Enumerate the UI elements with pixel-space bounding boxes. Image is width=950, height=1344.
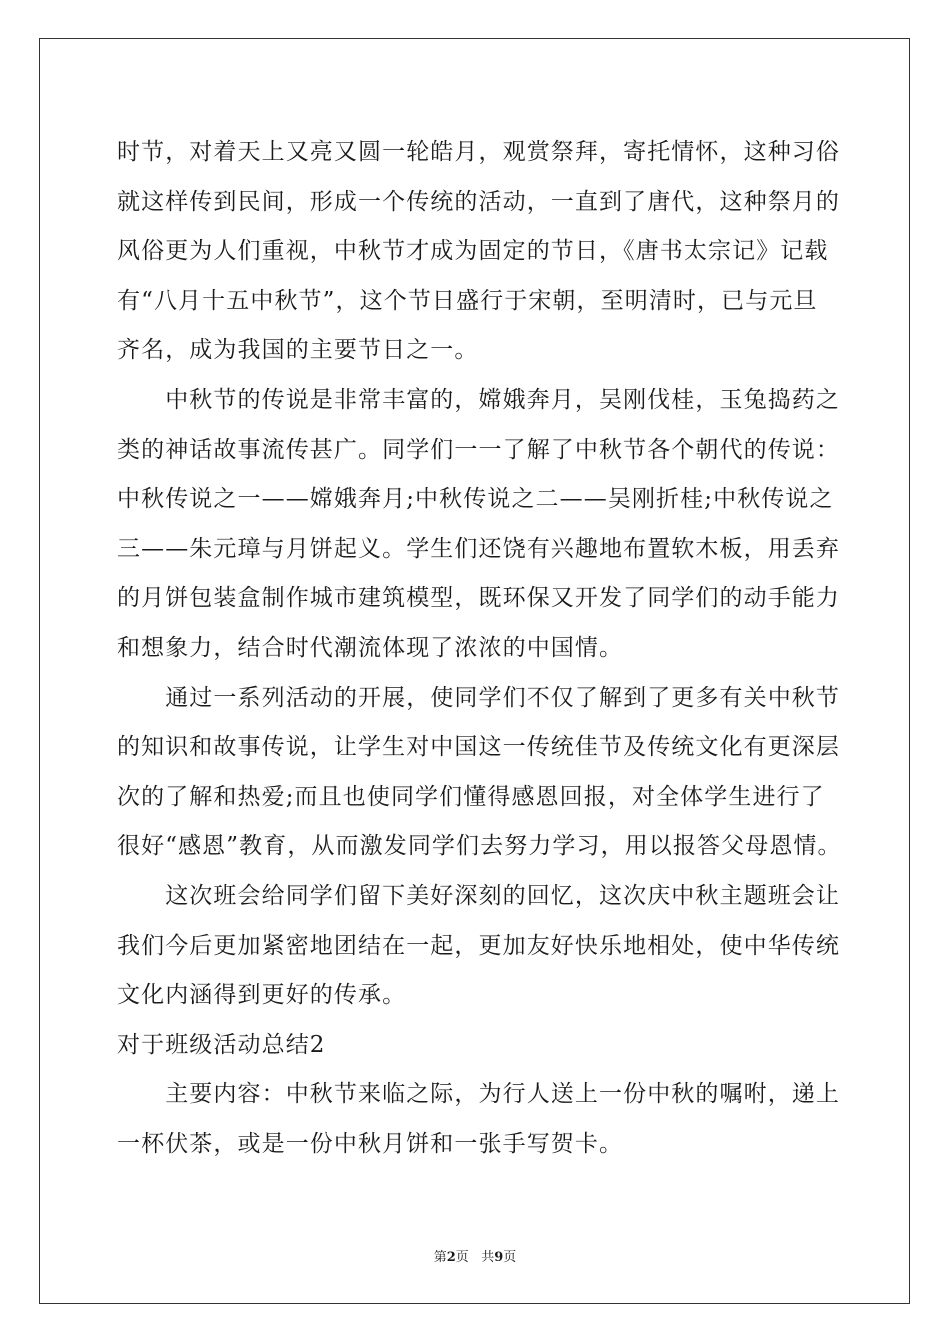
text-line: 次的了解和热爱;而且也使同学们懂得感恩回报，对全体学生进行了 <box>117 783 825 810</box>
text-line: 齐名，成为我国的主要节日之一。 <box>117 337 479 364</box>
total-suffix: 页 <box>503 1250 517 1265</box>
total-prefix: 共 <box>481 1250 495 1265</box>
text-line: 类的神话故事流传甚广。同学们一一了解了中秋节各个朝代的传说： <box>117 436 840 463</box>
text-line: 一杯伏茶，或是一份中秋月饼和一张手写贺卡。 <box>117 1130 624 1157</box>
section-heading: 对于班级活动总结2 <box>117 1031 326 1058</box>
text-line: 时节，对着天上又亮又圆一轮皓月，观赏祭拜，寄托情怀，这种习俗 <box>117 139 840 165</box>
text-line: 有“八月十五中秋节”，这个节日盛行于宋朝，至明清时，已与元旦 <box>117 287 818 314</box>
page-footer <box>0 1246 950 1265</box>
text-line: 文化内涵得到更好的传承。 <box>117 982 407 1009</box>
text-line: 就这样传到民间，形成一个传统的活动，一直到了唐代，这种祭月的 <box>117 188 840 215</box>
text-line: 这次班会给同学们留下美好深刻的回忆，这次庆中秋主题班会让 <box>117 882 840 909</box>
text-line: 风俗更为人们重视，中秋节才成为固定的节日，《唐书太宗记》记载 <box>117 238 829 265</box>
text-line: 中秋节的传说是非常丰富的，嫦娥奔月，吴刚伐桂，玉兔捣药之 <box>117 386 840 413</box>
page-prefix: 第 <box>433 1250 447 1265</box>
text-line: 通过一系列活动的开展，使同学们不仅了解到了更多有关中秋节 <box>117 684 840 711</box>
text-line: 中秋传说之一——嫦娥奔月;中秋传说之二——吴刚折桂;中秋传说之 <box>117 486 834 513</box>
text-line: 的知识和故事传说，让学生对中国这一传统佳节及传统文化有更深层 <box>117 734 840 761</box>
text-line: 我们今后更加紧密地团结在一起，更加友好快乐地相处，使中华传统 <box>117 932 840 959</box>
total-pages: 9 <box>494 1250 504 1265</box>
text-line: 主要内容：中秋节来临之际，为行人送上一份中秋的嘱咐，递上 <box>117 1081 840 1108</box>
text-line: 很好“感恩”教育，从而激发同学们去努力学习，用以报答父母恩情。 <box>117 833 842 860</box>
text-line: 的月饼包装盒制作城市建筑模型，既环保又开发了同学们的动手能力 <box>117 585 840 612</box>
text-line: 三——朱元璋与月饼起义。学生们还饶有兴趣地布置软木板，用丢弃 <box>117 535 840 562</box>
page-number: 2 <box>446 1250 456 1265</box>
text-line: 和想象力，结合时代潮流体现了浓浓的中国情。 <box>117 634 624 661</box>
page-suffix: 页 <box>455 1250 469 1265</box>
document-body <box>117 128 847 1169</box>
